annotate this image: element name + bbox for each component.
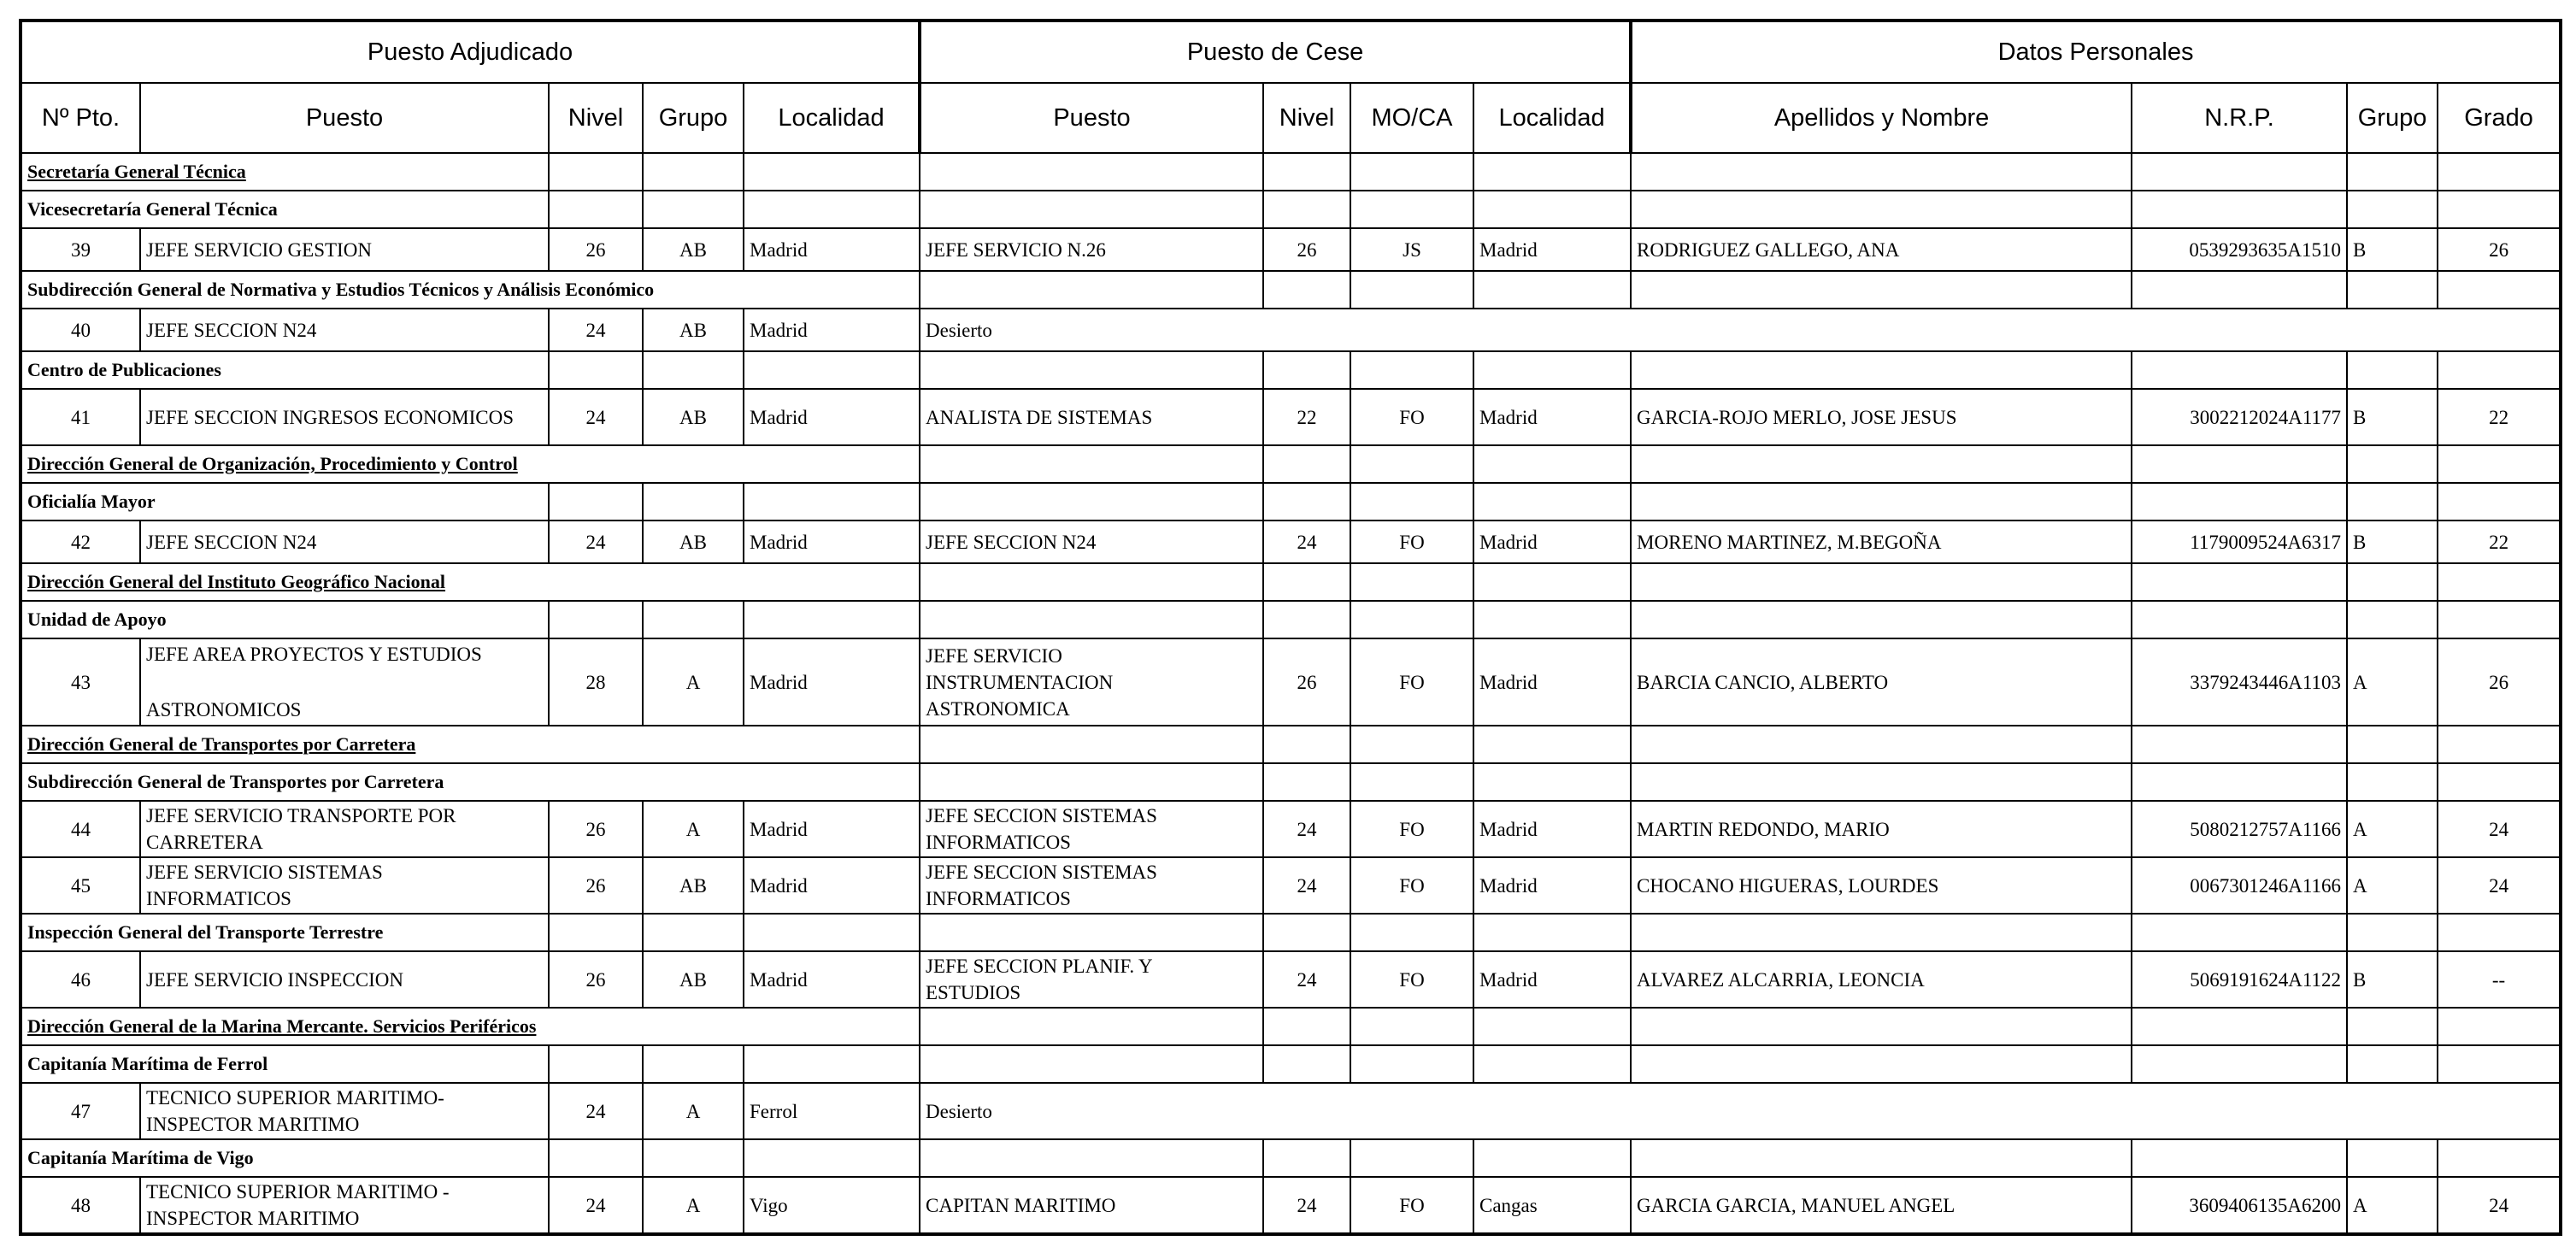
section-row bbox=[21, 1008, 2561, 1045]
table-row bbox=[21, 1083, 2561, 1139]
nombre: CHOCANO HIGUERAS, LOURDES bbox=[1631, 857, 2132, 914]
moca: FO bbox=[1350, 521, 1473, 563]
cese-nivel: 22 bbox=[1263, 389, 1350, 445]
section-title: Secretaría General Técnica bbox=[21, 153, 549, 191]
cese-nivel: 24 bbox=[1263, 521, 1350, 563]
group-header-cese: Puesto de Cese bbox=[920, 21, 1631, 83]
puesto-line: INSPECTOR MARITIMO bbox=[146, 1208, 360, 1229]
cese-puesto-line: JEFE SECCION SISTEMAS bbox=[926, 862, 1157, 883]
localidad: Madrid bbox=[744, 309, 920, 351]
grado: 24 bbox=[2438, 857, 2561, 914]
personal-grupo: B bbox=[2347, 521, 2438, 563]
col-header-nrp: N.R.P. bbox=[2132, 83, 2347, 153]
puesto-line: JEFE SERVICIO TRANSPORTE POR bbox=[146, 805, 456, 826]
col-header-moca: MO/CA bbox=[1350, 83, 1473, 153]
subsection-title: Centro de Publicaciones bbox=[21, 351, 549, 389]
cese-puesto: CAPITAN MARITIMO bbox=[920, 1177, 1263, 1234]
moca: JS bbox=[1350, 228, 1473, 271]
nrp: 3002212024A1177 bbox=[2132, 389, 2347, 445]
column-header-row bbox=[21, 83, 2561, 153]
row-number: 42 bbox=[21, 521, 140, 563]
moca: FO bbox=[1350, 638, 1473, 726]
localidad: Madrid bbox=[744, 638, 920, 726]
section-title: Dirección General del Instituto Geográfico Nacional bbox=[21, 563, 920, 601]
subsection-title: Oficialía Mayor bbox=[21, 483, 549, 521]
subsection-row bbox=[21, 351, 2561, 389]
cese-puesto: ANALISTA DE SISTEMAS bbox=[920, 389, 1263, 445]
group-header-row bbox=[21, 21, 2561, 83]
subsection-title: Inspección General del Transporte Terrestre bbox=[21, 914, 549, 951]
puesto: JEFE SERVICIO GESTION bbox=[140, 228, 549, 271]
table-row bbox=[21, 309, 2561, 351]
grado: 22 bbox=[2438, 521, 2561, 563]
nombre: MORENO MARTINEZ, M.BEGOÑA bbox=[1631, 521, 2132, 563]
puesto bbox=[140, 857, 549, 914]
cese-localidad: Cangas bbox=[1473, 1177, 1631, 1234]
localidad: Madrid bbox=[744, 951, 920, 1008]
col-header-personal-grupo: Grupo bbox=[2347, 83, 2438, 153]
puesto-line: TECNICO SUPERIOR MARITIMO- bbox=[146, 1087, 444, 1109]
grado: 22 bbox=[2438, 389, 2561, 445]
cese-puesto-line: ASTRONOMICA bbox=[926, 697, 1070, 720]
localidad: Madrid bbox=[744, 389, 920, 445]
cese-nivel: 24 bbox=[1263, 857, 1350, 914]
table-row bbox=[21, 1177, 2561, 1234]
cese-localidad: Madrid bbox=[1473, 801, 1631, 857]
grupo: AB bbox=[643, 951, 744, 1008]
subsection-title: Subdirección General de Transportes por Carretera bbox=[21, 763, 920, 801]
cese-localidad: Madrid bbox=[1473, 638, 1631, 726]
subsection-row bbox=[21, 763, 2561, 801]
row-number: 47 bbox=[21, 1083, 140, 1139]
localidad: Vigo bbox=[744, 1177, 920, 1234]
puesto-line: INSPECTOR MARITIMO bbox=[146, 1114, 360, 1135]
col-header-nivel: Nivel bbox=[549, 83, 643, 153]
puesto-line: JEFE SERVICIO SISTEMAS bbox=[146, 862, 383, 883]
cese-localidad: Madrid bbox=[1473, 228, 1631, 271]
cese-nivel: 24 bbox=[1263, 951, 1350, 1008]
cese-puesto: JEFE SERVICIO N.26 bbox=[920, 228, 1263, 271]
cese-puesto-line: JEFE SERVICIO bbox=[926, 644, 1062, 667]
grupo: AB bbox=[643, 309, 744, 351]
col-header-nombre: Apellidos y Nombre bbox=[1631, 83, 2132, 153]
row-number: 48 bbox=[21, 1177, 140, 1234]
puesto bbox=[140, 1083, 549, 1139]
personal-grupo: A bbox=[2347, 1177, 2438, 1234]
nrp: 5069191624A1122 bbox=[2132, 951, 2347, 1008]
row-number: 45 bbox=[21, 857, 140, 914]
nivel: 26 bbox=[549, 228, 643, 271]
localidad: Madrid bbox=[744, 228, 920, 271]
adjudicaciones-table bbox=[19, 19, 2562, 1236]
row-number: 46 bbox=[21, 951, 140, 1008]
moca: FO bbox=[1350, 389, 1473, 445]
col-header-cese-nivel: Nivel bbox=[1263, 83, 1350, 153]
puesto: JEFE SECCION INGRESOS ECONOMICOS bbox=[140, 389, 549, 445]
moca: FO bbox=[1350, 801, 1473, 857]
table-row bbox=[21, 857, 2561, 914]
cese-puesto bbox=[920, 951, 1263, 1008]
row-number: 44 bbox=[21, 801, 140, 857]
cese-puesto bbox=[920, 801, 1263, 857]
subsection-title: Subdirección General de Normativa y Estudios Técnicos y Análisis Económico bbox=[21, 271, 920, 309]
cese-nivel: 26 bbox=[1263, 638, 1350, 726]
table-row bbox=[21, 228, 2561, 271]
localidad: Madrid bbox=[744, 857, 920, 914]
localidad: Ferrol bbox=[744, 1083, 920, 1139]
table-row bbox=[21, 801, 2561, 857]
grupo: AB bbox=[643, 521, 744, 563]
cese-localidad: Madrid bbox=[1473, 389, 1631, 445]
subsection-row bbox=[21, 601, 2561, 638]
grupo: A bbox=[643, 1177, 744, 1234]
nrp: 5080212757A1166 bbox=[2132, 801, 2347, 857]
col-header-grupo: Grupo bbox=[643, 83, 744, 153]
grupo: AB bbox=[643, 228, 744, 271]
table-row bbox=[21, 521, 2561, 563]
subsection-title: Vicesecretaría General Técnica bbox=[21, 191, 549, 228]
cese-puesto bbox=[920, 857, 1263, 914]
cese-puesto-line: INFORMATICOS bbox=[926, 832, 1071, 853]
section-title: Dirección General de la Marina Mercante. Servicios Periféricos bbox=[21, 1008, 920, 1045]
group-header-personales: Datos Personales bbox=[1631, 21, 2561, 83]
grado: 24 bbox=[2438, 801, 2561, 857]
nrp: 3609406135A6200 bbox=[2132, 1177, 2347, 1234]
grupo: AB bbox=[643, 389, 744, 445]
nombre: GARCIA GARCIA, MANUEL ANGEL bbox=[1631, 1177, 2132, 1234]
puesto: JEFE SECCION N24 bbox=[140, 521, 549, 563]
section-row bbox=[21, 445, 2561, 483]
puesto-line: TECNICO SUPERIOR MARITIMO - bbox=[146, 1181, 450, 1203]
personal-grupo: B bbox=[2347, 228, 2438, 271]
puesto-line: INFORMATICOS bbox=[146, 888, 291, 909]
puesto: JEFE SECCION N24 bbox=[140, 309, 549, 351]
subsection-row bbox=[21, 1045, 2561, 1083]
table-row bbox=[21, 389, 2561, 445]
puesto: JEFE SERVICIO INSPECCION bbox=[140, 951, 549, 1008]
grupo: AB bbox=[643, 857, 744, 914]
grado: 26 bbox=[2438, 638, 2561, 726]
desierto-note: Desierto bbox=[920, 309, 2561, 351]
section-row bbox=[21, 153, 2561, 191]
grado: 24 bbox=[2438, 1177, 2561, 1234]
nivel: 24 bbox=[549, 389, 643, 445]
moca: FO bbox=[1350, 1177, 1473, 1234]
puesto-line-2: ASTRONOMICOS bbox=[146, 699, 302, 720]
localidad: Madrid bbox=[744, 801, 920, 857]
cese-localidad: Madrid bbox=[1473, 521, 1631, 563]
puesto bbox=[140, 801, 549, 857]
personal-grupo: A bbox=[2347, 801, 2438, 857]
cese-puesto bbox=[920, 638, 1263, 726]
cese-puesto-line: JEFE SECCION SISTEMAS bbox=[926, 805, 1157, 826]
col-header-localidad: Localidad bbox=[744, 83, 920, 153]
col-header-cese-puesto: Puesto bbox=[920, 83, 1263, 153]
row-number: 43 bbox=[21, 638, 140, 726]
cese-puesto-line: JEFE SECCION PLANIF. Y bbox=[926, 956, 1153, 977]
cese-puesto-line: ESTUDIOS bbox=[926, 982, 1021, 1003]
personal-grupo: A bbox=[2347, 857, 2438, 914]
table-row bbox=[21, 638, 2561, 726]
nivel: 24 bbox=[549, 1083, 643, 1139]
subsection-title: Capitanía Marítima de Ferrol bbox=[21, 1045, 549, 1083]
nrp: 3379243446A1103 bbox=[2132, 638, 2347, 726]
grupo: A bbox=[643, 638, 744, 726]
section-row bbox=[21, 726, 2561, 763]
section-title: Dirección General de Transportes por Carretera bbox=[21, 726, 920, 763]
row-number: 39 bbox=[21, 228, 140, 271]
desierto-note: Desierto bbox=[920, 1083, 2561, 1139]
cese-puesto: JEFE SECCION N24 bbox=[920, 521, 1263, 563]
cese-nivel: 26 bbox=[1263, 228, 1350, 271]
nombre: GARCIA-ROJO MERLO, JOSE JESUS bbox=[1631, 389, 2132, 445]
nombre: RODRIGUEZ GALLEGO, ANA bbox=[1631, 228, 2132, 271]
grado: -- bbox=[2438, 951, 2561, 1008]
col-header-cese-localidad: Localidad bbox=[1473, 83, 1631, 153]
cese-puesto-line: INFORMATICOS bbox=[926, 888, 1071, 909]
row-number: 40 bbox=[21, 309, 140, 351]
subsection-row bbox=[21, 483, 2561, 521]
grado: 26 bbox=[2438, 228, 2561, 271]
subsection-row bbox=[21, 1139, 2561, 1177]
subsection-row bbox=[21, 914, 2561, 951]
nrp: 0067301246A1166 bbox=[2132, 857, 2347, 914]
personal-grupo: B bbox=[2347, 951, 2438, 1008]
table-row bbox=[21, 951, 2561, 1008]
grupo: A bbox=[643, 1083, 744, 1139]
puesto-line: CARRETERA bbox=[146, 832, 263, 853]
section-title: Dirección General de Organización, Procedimiento y Control bbox=[21, 445, 920, 483]
grupo: A bbox=[643, 801, 744, 857]
subsection-title: Unidad de Apoyo bbox=[21, 601, 549, 638]
nivel: 26 bbox=[549, 951, 643, 1008]
row-number: 41 bbox=[21, 389, 140, 445]
personal-grupo: A bbox=[2347, 638, 2438, 726]
nrp: 1179009524A6317 bbox=[2132, 521, 2347, 563]
cese-puesto-line: INSTRUMENTACION bbox=[926, 671, 1114, 693]
subsection-title: Capitanía Marítima de Vigo bbox=[21, 1139, 549, 1177]
nivel: 24 bbox=[549, 1177, 643, 1234]
cese-nivel: 24 bbox=[1263, 1177, 1350, 1234]
nivel: 24 bbox=[549, 309, 643, 351]
moca: FO bbox=[1350, 857, 1473, 914]
cese-localidad: Madrid bbox=[1473, 857, 1631, 914]
subsection-row bbox=[21, 271, 2561, 309]
nivel: 26 bbox=[549, 801, 643, 857]
nivel: 26 bbox=[549, 857, 643, 914]
nrp: 0539293635A1510 bbox=[2132, 228, 2347, 271]
cese-nivel: 24 bbox=[1263, 801, 1350, 857]
puesto bbox=[140, 638, 549, 726]
moca: FO bbox=[1350, 951, 1473, 1008]
nombre: MARTIN REDONDO, MARIO bbox=[1631, 801, 2132, 857]
nivel: 28 bbox=[549, 638, 643, 726]
cese-localidad: Madrid bbox=[1473, 951, 1631, 1008]
section-row bbox=[21, 563, 2561, 601]
nivel: 24 bbox=[549, 521, 643, 563]
personal-grupo: B bbox=[2347, 389, 2438, 445]
nombre: ALVAREZ ALCARRIA, LEONCIA bbox=[1631, 951, 2132, 1008]
subsection-row bbox=[21, 191, 2561, 228]
col-header-grado: Grado bbox=[2438, 83, 2561, 153]
puesto bbox=[140, 1177, 549, 1234]
col-header-puesto: Puesto bbox=[140, 83, 549, 153]
localidad: Madrid bbox=[744, 521, 920, 563]
nombre: BARCIA CANCIO, ALBERTO bbox=[1631, 638, 2132, 726]
group-header-adjudicado: Puesto Adjudicado bbox=[21, 21, 920, 83]
col-header-npto: Nº Pto. bbox=[21, 83, 140, 153]
puesto-line-1: JEFE AREA PROYECTOS Y ESTUDIOS bbox=[146, 644, 482, 665]
